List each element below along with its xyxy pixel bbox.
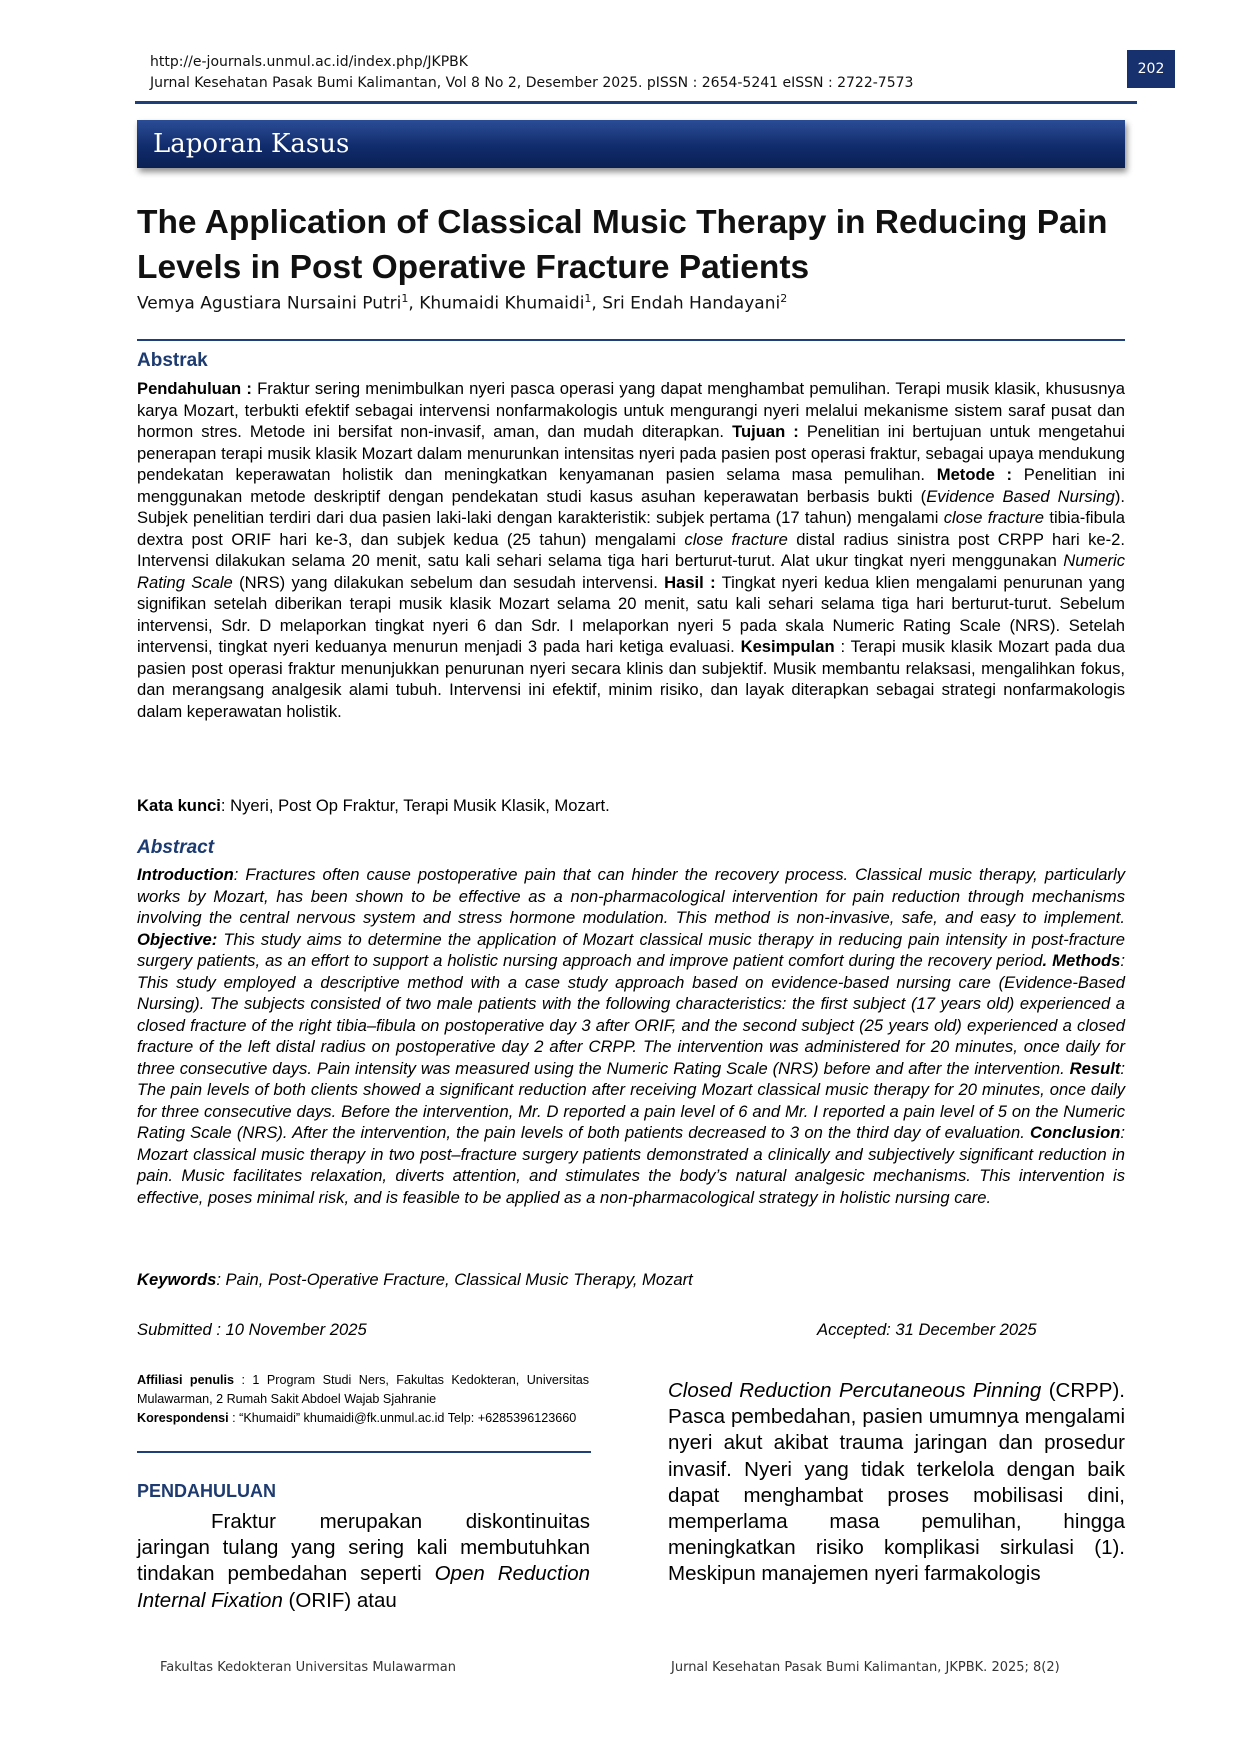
journal-citation-line: Jurnal Kesehatan Pasak Bumi Kalimantan, Vol 8 No 2, Desember 2025. pISSN : 2654-5241 eISSN : 2722-7573 [150, 75, 914, 91]
footer-right: Jurnal Kesehatan Pasak Bumi Kalimantan, JKPBK. 2025; 8(2) [671, 1660, 1060, 1675]
accepted-date: Accepted: 31 December 2025 [817, 1320, 1037, 1339]
intro-paragraph-text: (ORIF) atau [282, 1588, 397, 1612]
correspondence-label: Korespondensi [137, 1411, 229, 1425]
author-rule [137, 339, 1125, 341]
methods-label: . Methods [1042, 951, 1121, 970]
pendahuluan-label: Pendahuluan : [137, 379, 252, 398]
close-fracture-term: close fracture [943, 508, 1045, 527]
title-line-1: The Application of Classical Music Therapy in Reducing Pain [137, 204, 1108, 241]
intro-paragraph-text: (CRPP). Pasca pembedahan, pasien umumnya mengalami nyeri akut akibat trauma jaringan dan prosedur invasif. Nyeri yang tidak terkelola dengan baik dapat menghambat proses mobilisasi dini, memperlama masa pemulihan, hingga meningkatkan risiko komplikasi sirkulasi (1). Meskipun manajemen nyeri farmakologis [668, 1379, 1126, 1586]
keywords [137, 1270, 693, 1290]
footer-left: Fakultas Kedokteran Universitas Mulawarman [160, 1660, 456, 1675]
author-separator: , [591, 293, 603, 314]
objective-label: Objective: [137, 929, 218, 949]
page-number-badge: 202 [1127, 50, 1175, 88]
methods-text: : This study employed a descriptive method with a case study approach based on evidence-based nursing care (Evidence-Based Nursing). The subjects consisted of two male patients with the following characteristics: the first subject (17 years old) experienced a closed fracture of the right tibia–fibula on postoperative day 3 after ORIF, and the second subject (25 years old) experienced a closed fracture of the left distal radius on postoperative day 2 after CRPP. The intervention was administered for 20 minutes, once daily for three consecutive days. Pain intensity was measured using the Numeric Rating Scale (NRS) before and after the intervention. [137, 951, 1125, 1078]
affiliation-rule [137, 1451, 591, 1453]
hasil-label: Hasil : [664, 572, 716, 592]
close-fracture-term: close fracture [684, 529, 788, 549]
pendahuluan-heading: PENDAHULUAN [137, 1481, 276, 1501]
keywords-text: : Pain, Post-Operative Fracture, Classical Music Therapy, Mozart [216, 1270, 693, 1289]
tujuan-label: Tujuan : [732, 422, 799, 441]
tujuan-text: Penelitian ini bertujuan untuk mengetahui penerapan terapi musik klasik Mozart dalam menurunkan intensitas nyeri pada pasien post operasi fraktur, sebagai upaya mendukung pendekatan keperawatan holistik dan meningkatkan kenyamanan pasien selama masa pemulihan. [137, 422, 1125, 484]
abstract-body [137, 864, 1125, 1208]
journal-url[interactable]: http://e-journals.unmul.ac.id/index.php/JKPBK [150, 54, 468, 70]
abstract-heading: Abstract [137, 837, 215, 858]
pendahuluan-text: Fraktur sering menimbulkan nyeri pasca operasi yang dapat menghambat pemulihan. Terapi musik klasik, khususnya karya Mozart, terbukti efektif sebagai intervensi nonfarmakologis untuk mengurangi nyeri melalui mekanisme sistem saraf pusat dan hormon stres. Metode ini bersifat non-invasif, aman, dan mudah diterapkan. [137, 379, 1125, 441]
article-type-banner: Laporan Kasus [137, 120, 1125, 168]
kesimpulan-label: Kesimpulan [740, 637, 835, 656]
introduction-label: Introduction [137, 865, 234, 884]
objective-text: This study aims to determine the application of Mozart classical music therapy in reducing pain intensity in post-fracture surgery patients, as an effort to support a holistic nursing approach and improve patient comfort during the recovery period [137, 929, 1125, 970]
kata-kunci-label: Kata kunci [137, 796, 221, 815]
metode-ebn: Evidence Based Nursing [926, 486, 1115, 506]
metode-text: Penelitian ini menggunakan metode deskriptif dengan pendekatan studi kasus asuhan keperawatan berbasis bukti ( [137, 465, 1125, 506]
author-list [137, 292, 787, 314]
submitted-date: Submitted : 10 November 2025 [137, 1320, 367, 1339]
hasil-text: Tingkat nyeri kedua klien mengalami penurunan yang signifikan setelah diberikan terapi musik klasik Mozart selama 20 menit, satu kali sehari selama tiga hari berturut-turut. Sebelum intervensi, Sdr. D melaporkan tingkat nyeri 6 dan Sdr. I melaporkan nyeri 5 pada skala Numeric Rating Scale (NRS). Setelah intervensi, tingkat nyeri keduanya menurun menjadi 3 pada hari ketiga evaluasi. [137, 572, 1125, 656]
author-name: Khumaidi Khumaidi [419, 293, 585, 314]
author-name: Vemya Agustiara Nursaini Putri [137, 293, 402, 314]
conclusion-label: Conclusion [1030, 1123, 1121, 1142]
abstrak-body [137, 378, 1125, 722]
author-separator: , [408, 293, 420, 314]
article-title [137, 200, 1127, 290]
keywords-label: Keywords [137, 1270, 217, 1289]
affiliation-block [137, 1371, 589, 1428]
metode-text: ). Subjek penelitian terdiri dari dua pasien laki-laki dengan karakteristik: subjek pertama (17 tahun) mengalami [137, 486, 1126, 527]
affiliation-label: Affiliasi penulis [137, 1373, 235, 1387]
conclusion-text: : Mozart classical music therapy in two post–fracture surgery patients demonstrated a clinically and subjectively significant reduction in pain. Music facilitates relaxation, diverts attention, and stimulates the body’s natural analgesic mechanisms. This intervention is effective, poses minimal risk, and is feasible to be applied as a non-pharmacological strategy in holistic nursing care. [137, 1123, 1125, 1207]
affiliation-text: : 1 Program Studi Ners, Fakultas Kedokteran, Universitas Mulawarman, 2 Rumah Sakit Abdoel Wajab Sjahranie [137, 1373, 590, 1406]
metode-label: Metode : [936, 465, 1013, 484]
author-affil-sup: 1 [584, 292, 592, 305]
body-column-left [137, 1509, 590, 1614]
nrs-term: Numeric Rating Scale [137, 551, 1125, 592]
metode-text: tibia-fibula dextra post ORIF hari ke-3, dan subjek kedua (25 tahun) mengalami [137, 508, 1125, 549]
author-name: Sri Endah Handayani [602, 293, 781, 314]
metode-text: distal radius sinistra post CRPP hari ke-2. Intervensi dilakukan selama 20 menit, satu kali sehari selama tiga hari berturut-turut. Alat ukur tingkat nyeri menggunakan [137, 529, 1125, 570]
introduction-text: : Fractures often cause postoperative pain that can hinder the recovery process. Classical music therapy, particularly works by Mozart, has been shown to be effective as a non-pharmacological intervention for pain reduction through mechanisms involving the central nervous system and stress hormone modulation. This method is non-invasive, safe, and easy to implement. [137, 865, 1125, 927]
body-column-right [668, 1378, 1125, 1588]
kata-kunci-text: : Nyeri, Post Op Fraktur, Terapi Musik Klasik, Mozart. [220, 796, 610, 815]
title-line-2: Levels in Post Operative Fracture Patients [137, 249, 810, 286]
author-affil-sup: 1 [401, 292, 409, 305]
author-affil-sup: 2 [780, 292, 788, 305]
header-rule [135, 101, 1137, 104]
crpp-term: Closed Reduction Percutaneous Pinning [668, 1379, 1042, 1402]
abstrak-heading: Abstrak [137, 350, 208, 371]
result-text: : The pain levels of both clients showed a significant reduction after receiving Mozart classical music therapy for 20 minutes, once daily for three consecutive days. Before the intervention, Mr. D reported a pain level of 6 and Mr. I reported a pain level of 5 on the Numeric Rating Scale (NRS). After the intervention, the pain levels of both patients decreased to 3 on the third day of evaluation. [137, 1058, 1125, 1142]
kesimpulan-text: : Terapi musik klasik Mozart pada dua pasien post operasi fraktur menunjukkan penurunan nyeri secara klinis dan subjektif. Musik membantu relaksasi, mengalihkan fokus, dan merangsang analgesik alami tubuh. Intervensi ini efektif, minim risiko, dan layak diterapkan sebagai strategi nonfarmakologis dalam keperawatan holistik. [137, 637, 1125, 721]
orif-term: Open Reduction Internal Fixation [137, 1562, 591, 1612]
result-label: Result [1069, 1058, 1121, 1078]
metode-text: (NRS) yang dilakukan sebelum dan sesudah intervensi. [232, 572, 665, 592]
correspondence-text: : “Khumaidi” khumaidi@fk.unmul.ac.id Telp: +6285396123660 [228, 1411, 577, 1425]
kata-kunci [137, 796, 610, 816]
intro-paragraph-text: Fraktur merupakan diskontinuitas jaringan tulang yang sering kali membutuhkan tindakan pembedahan seperti [137, 1510, 590, 1586]
